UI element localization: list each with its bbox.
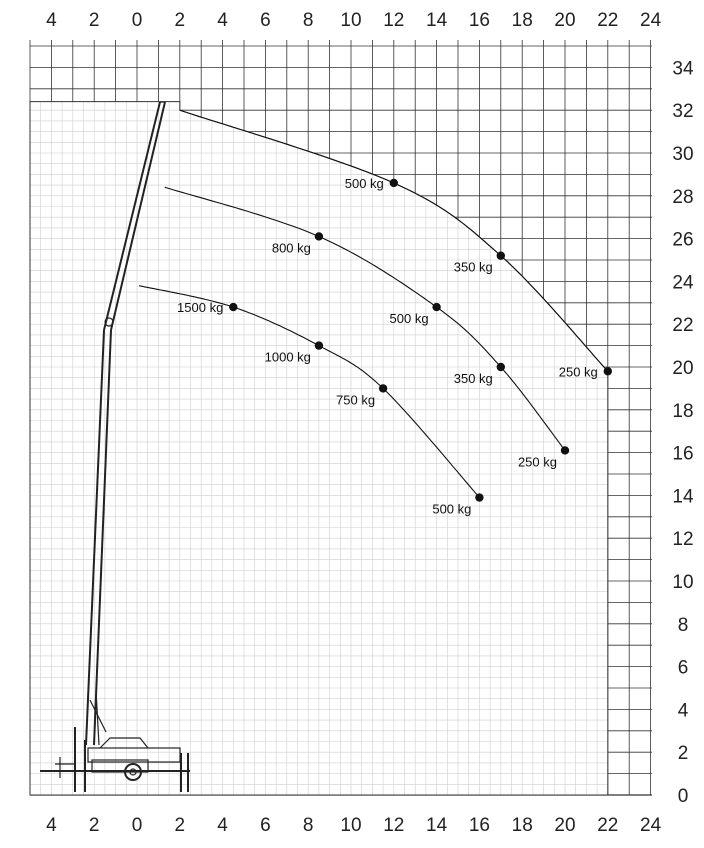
x-tick-label-bottom: 10 bbox=[340, 815, 362, 836]
y-tick-label: 4 bbox=[677, 700, 689, 722]
y-tick-label: 6 bbox=[677, 657, 689, 679]
x-tick-label-bottom: 14 bbox=[426, 815, 448, 836]
x-tick-label-bottom: 4 bbox=[46, 815, 57, 836]
y-tick-label: 16 bbox=[672, 443, 694, 465]
load-point bbox=[379, 384, 387, 392]
y-tick-label: 24 bbox=[672, 272, 694, 294]
x-tick-label-bottom: 12 bbox=[383, 815, 405, 836]
load-point bbox=[497, 252, 505, 260]
x-tick-label-bottom: 22 bbox=[597, 815, 619, 836]
load-point bbox=[229, 303, 237, 311]
load-point bbox=[604, 367, 612, 375]
load-label: 250 kg bbox=[517, 454, 557, 470]
x-tick-label-bottom: 6 bbox=[260, 815, 271, 836]
x-tick-label-top: 18 bbox=[511, 10, 533, 31]
load-label: 250 kg bbox=[558, 364, 598, 380]
load-point bbox=[475, 493, 483, 501]
x-tick-label-top: 14 bbox=[426, 10, 448, 31]
load-label: 500 kg bbox=[389, 311, 429, 327]
x-tick-label-bottom: 18 bbox=[511, 815, 533, 836]
load-point bbox=[315, 232, 323, 240]
y-tick-label: 18 bbox=[672, 400, 694, 422]
x-tick-label-bottom: 24 bbox=[640, 815, 662, 836]
load-label: 750 kg bbox=[336, 392, 376, 408]
y-axis-right bbox=[672, 58, 694, 807]
load-label: 350 kg bbox=[453, 371, 493, 386]
x-tick-label-top: 6 bbox=[260, 10, 271, 31]
y-tick-label: 0 bbox=[677, 786, 689, 807]
load-point bbox=[432, 303, 440, 311]
load-point bbox=[315, 341, 323, 349]
x-tick-label-bottom: 0 bbox=[131, 815, 143, 836]
load-point bbox=[561, 446, 569, 454]
x-tick-label-top: 16 bbox=[468, 10, 490, 31]
y-tick-label: 12 bbox=[672, 529, 694, 551]
load-point bbox=[390, 179, 398, 187]
y-tick-label: 30 bbox=[672, 144, 694, 165]
y-tick-label: 26 bbox=[672, 229, 694, 251]
y-tick-label: 34 bbox=[672, 58, 694, 80]
load-point bbox=[497, 363, 505, 371]
y-tick-label: 10 bbox=[672, 572, 694, 593]
y-tick-label: 8 bbox=[677, 614, 689, 636]
x-tick-label-bottom: 16 bbox=[468, 815, 490, 836]
y-tick-label: 32 bbox=[672, 101, 694, 123]
y-tick-label: 2 bbox=[677, 743, 689, 765]
x-tick-label-bottom: 4 bbox=[217, 815, 228, 836]
x-axis-bottom bbox=[46, 815, 661, 836]
x-tick-label-top: 12 bbox=[383, 10, 405, 31]
x-tick-label-bottom: 8 bbox=[302, 815, 314, 836]
x-tick-label-top: 4 bbox=[46, 10, 57, 31]
load-label: 1500 kg bbox=[177, 300, 224, 316]
load-label: 350 kg bbox=[453, 259, 493, 275]
x-tick-label-top: 10 bbox=[340, 10, 362, 31]
x-tick-label-top: 2 bbox=[88, 10, 100, 31]
x-tick-label-top: 4 bbox=[217, 10, 228, 31]
load-label: 1000 kg bbox=[264, 349, 311, 365]
x-tick-label-top: 0 bbox=[131, 10, 143, 31]
y-tick-label: 14 bbox=[672, 486, 694, 508]
x-tick-label-top: 20 bbox=[554, 10, 576, 31]
load-label: 500 kg bbox=[344, 175, 384, 191]
x-tick-label-bottom: 2 bbox=[174, 815, 186, 836]
x-axis-top bbox=[46, 10, 661, 31]
x-tick-label-top: 24 bbox=[640, 10, 662, 31]
y-tick-label: 28 bbox=[672, 186, 694, 208]
x-tick-label-bottom: 20 bbox=[554, 815, 576, 836]
load-label: 500 kg bbox=[432, 501, 472, 517]
y-tick-label: 20 bbox=[672, 358, 694, 379]
x-tick-label-bottom: 2 bbox=[88, 815, 100, 836]
x-tick-label-top: 2 bbox=[174, 10, 186, 31]
x-tick-label-top: 22 bbox=[597, 10, 619, 31]
y-tick-label: 22 bbox=[672, 315, 694, 337]
load-label: 800 kg bbox=[271, 240, 311, 256]
x-tick-label-top: 8 bbox=[302, 10, 314, 31]
